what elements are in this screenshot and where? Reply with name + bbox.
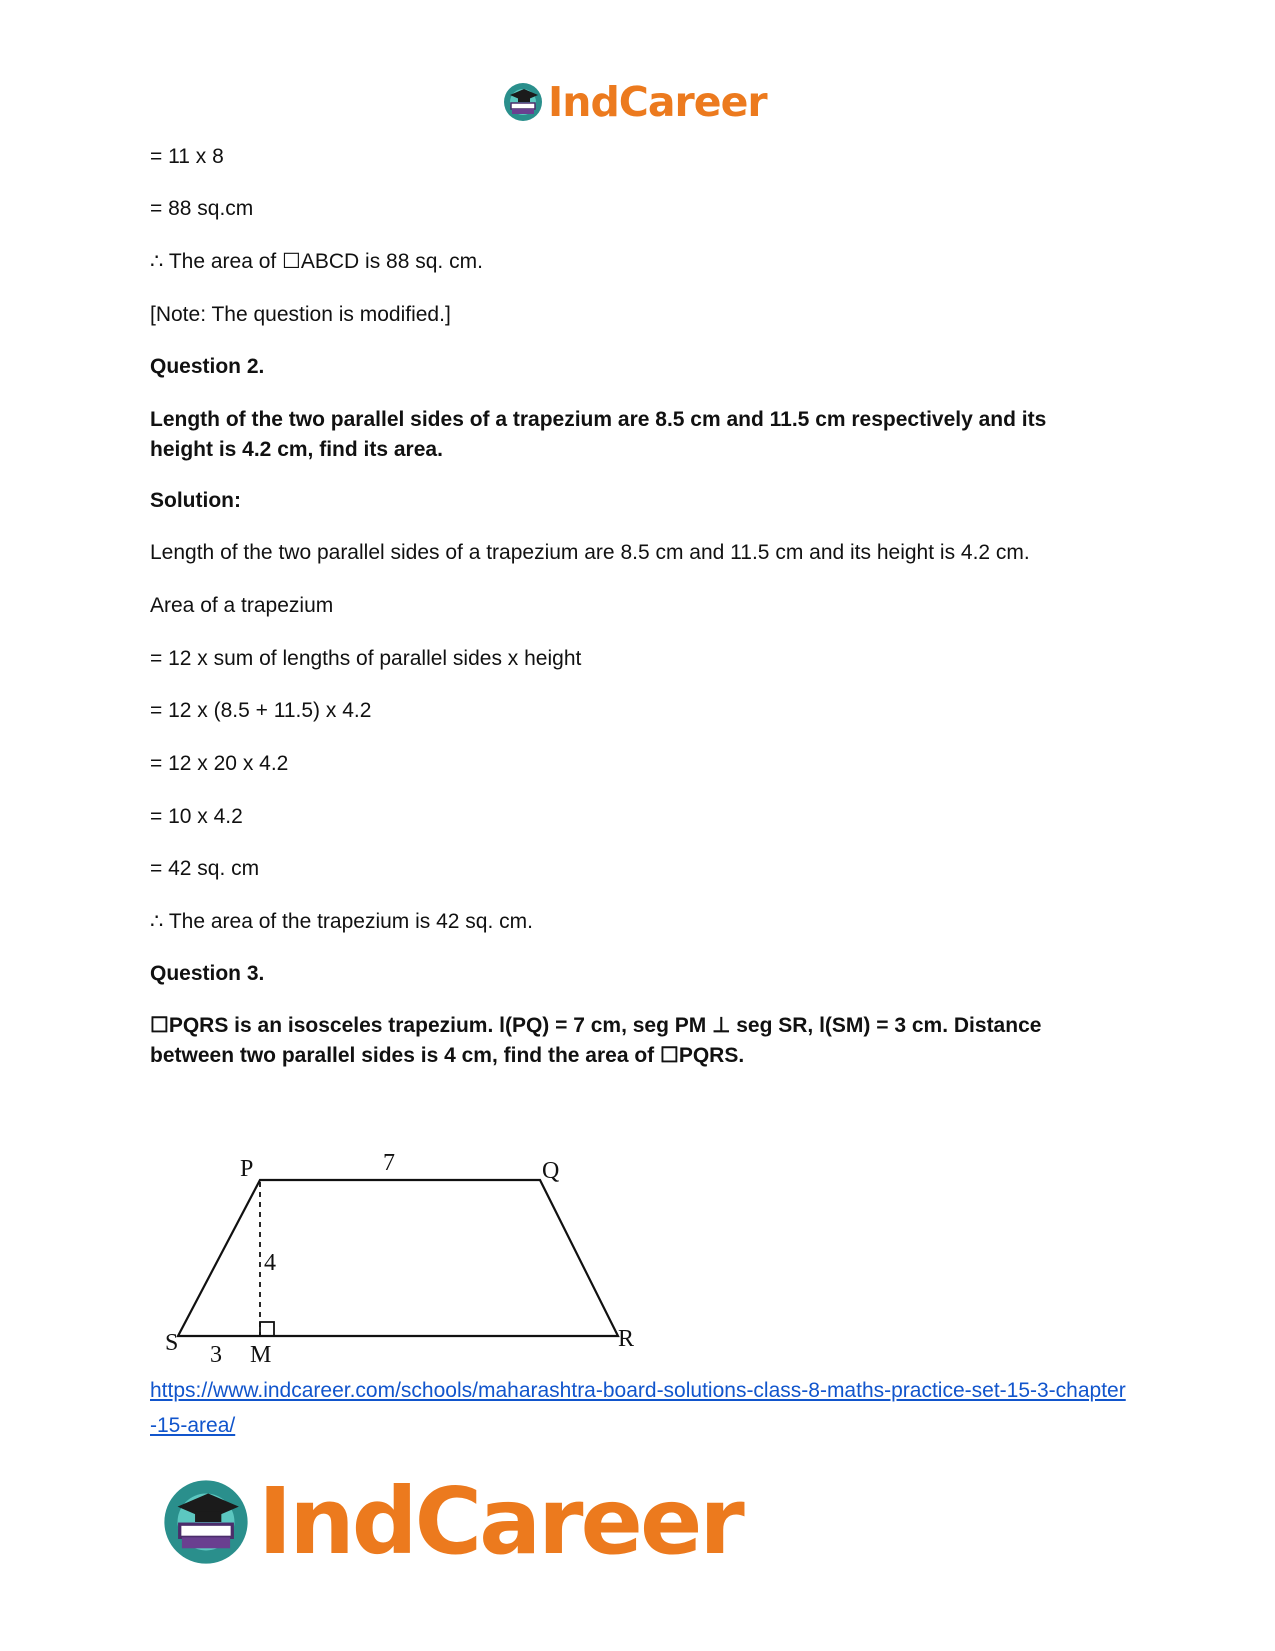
question-2-text: Length of the two parallel sides of a trapezium are 8.5 cm and 11.5 cm respectively and its height is 4.2 cm, find its area.	[150, 408, 1047, 461]
label-q: Q	[542, 1158, 560, 1184]
label-top-length: 7	[383, 1150, 395, 1176]
text-line: = 12 x sum of lengths of parallel sides x height	[150, 647, 582, 670]
label-m: M	[250, 1342, 272, 1368]
text-line: = 42 sq. cm	[150, 857, 260, 880]
label-s: S	[165, 1330, 179, 1356]
conclusion-line: ∴ The area of the trapezium is 42 sq. cm.	[150, 910, 533, 933]
solution-heading: Solution:	[150, 489, 241, 512]
text-line: Length of the two parallel sides of a trapezium are 8.5 cm and 11.5 cm and its height is 4.2 cm.	[150, 541, 1030, 564]
text-line: = 11 x 8	[150, 145, 224, 168]
text-line: = 10 x 4.2	[150, 805, 243, 828]
text-line: = 12 x 20 x 4.2	[150, 752, 289, 775]
text-line: = 12 x (8.5 + 11.5) x 4.2	[150, 699, 372, 722]
label-r: R	[618, 1326, 635, 1352]
label-p: P	[240, 1156, 254, 1182]
indcareer-logo-bottom	[160, 1468, 742, 1575]
question-3-text: ☐PQRS is an isosceles trapezium. l(PQ) = 7 cm, seg PM ⊥ seg SR, l(SM) = 3 cm. Distance between two parallel sides is 4 cm, find the area of ☐PQRS.	[150, 1014, 1042, 1067]
indcareer-logo-top	[502, 78, 767, 126]
logo-wordmark: IndCareer	[258, 1468, 742, 1575]
label-sm-length: 3	[210, 1342, 222, 1368]
question-3-heading: Question 3.	[150, 962, 265, 985]
logo-wordmark: IndCareer	[548, 78, 767, 126]
graduation-book-icon	[502, 81, 544, 123]
question-2-heading: Question 2.	[150, 355, 265, 378]
text-line: ∴ The area of ☐ABCD is 88 sq. cm.	[150, 250, 483, 273]
trapezium-figure	[150, 1140, 670, 1380]
source-link[interactable]: https://www.indcareer.com/schools/maharashtra-board-solutions-class-8-maths-practice-set-15-3-chapter-15-area/	[150, 1379, 1126, 1437]
text-line: = 88 sq.cm	[150, 197, 254, 220]
graduation-book-icon	[160, 1476, 252, 1568]
trapezium-outline	[178, 1180, 618, 1336]
text-line: Area of a trapezium	[150, 594, 334, 617]
right-angle-mark	[260, 1322, 274, 1336]
note-line: [Note: The question is modified.]	[150, 303, 451, 326]
label-height: 4	[264, 1250, 276, 1276]
